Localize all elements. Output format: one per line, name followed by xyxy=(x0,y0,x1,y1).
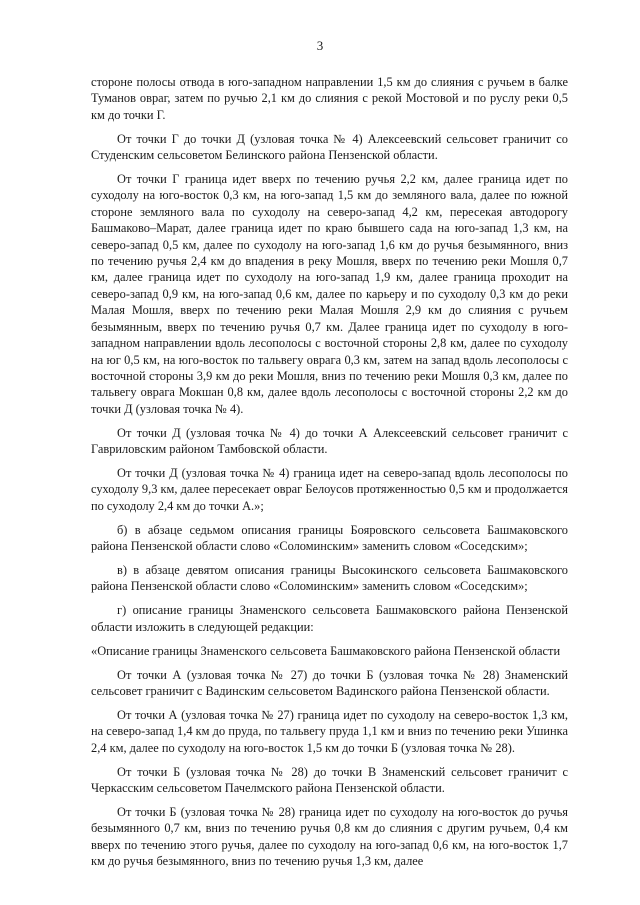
amendment-item-g: г) описание границы Знаменского сельсовета Башмаковского района Пензенской области изложить в следующей редакции: xyxy=(91,603,568,634)
amendment-item-b: б) в абзаце седьмом описания границы Бояровского сельсовета Башмаковского района Пензенской области слово «Соломинским» заменить словом «Соседским»; xyxy=(91,522,568,554)
page-number: 3 xyxy=(316,38,324,53)
paragraph: От точки Б (узловая точка № 28) до точки В Знаменский сельсовет граничит с Черкасским сельсоветом Пачелмского района Пензенской области. xyxy=(91,764,568,795)
paragraph: От точки Б (узловая точка № 28) граница идет по суходолу на юго-восток до ручья безымянного 0,7 км, вниз по течению ручья 0,8 км до слияния с другим ручьем, 0,4 км вверх по течению этого ручья, далее по суходолу на юго-запад 0,6 км, на юго-восток 1,7 км до ручья безымянного, вниз по течению ручья 1,3 км, далее xyxy=(91,804,568,869)
document-body xyxy=(91,74,568,877)
section-heading: «Описание границы Знаменского сельсовета Башмаковского района Пензенской области xyxy=(91,643,561,658)
paragraph: От точки Д (узловая точка № 4) до точки А Алексеевский сельсовет граничит с Гавриловским районом Тамбовской области. xyxy=(91,425,568,457)
paragraph-continuation: стороне полосы отвода в юго-западном направлении 1,5 км до слияния с ручьем в балке Туманов овраг, затем по ручью 2,1 км до слияния с рекой Мостовой и по руслу реки 0,5 км до точки Г. xyxy=(91,75,568,122)
paragraph: От точки А (узловая точка № 27) до точки Б (узловая точка № 28) Знаменский сельсовет граничит с Вадинским сельсоветом Вадинского района Пензенской области. xyxy=(91,667,568,698)
paragraph: От точки А (узловая точка № 27) граница идет по суходолу на северо-восток 1,3 км, на северо-запад 1,4 км до пруда, по тальвегу пруда 1,1 км и вниз по течению реки Ушинка 2,4 км, далее по суходолу на юго-восток 1,5 км до точки Б (узловая точка № 28). xyxy=(91,707,568,755)
paragraph: От точки Г граница идет вверх по течению ручья 2,2 км, далее граница идет по суходолу на юго-восток 0,3 км, на юго-запад 1,5 км до земляного вала, далее по южной стороне земляного вала по суходолу на северо-запад 4,2 км, пересекая автодорогу Башмаково–Марат, далее граница идет по краю бывшего сада на юго-запад 1,3 км, на северо-запад 0,5 км, далее по суходолу на юго-запад 1,6 км до ручья безымянного, вниз по течению ручья 2,4 км до впадения в реку Мошля, вверх по течению реки Мошля 0,7 км, далее граница идет по суходолу на юго-запад 1,9 км, далее граница проходит на северо-запад 0,9 км, на юго-запад 0,6 км, далее по карьеру и по суходолу 0,3 км до реки Малая Мошля, вверх по течению реки Малая Мошля 2,9 км до слияния с ручьем безымянным, вверх по течению ручья 0,7 км. Далее граница идет по суходолу в юго-западном направлении вдоль лесополосы с восточной стороны 2,8 км, далее по суходолу на юг 0,5 км, на юго-восток по тальвегу оврага 0,3 км, затем на запад вдоль лесополосы с восточной стороны 3,9 км до реки Мошля, вниз по течению реки Мошля 0,3 км, далее по тальвегу оврага Мокшан 0,8 км, далее вдоль лесополосы с восточной стороны 2,2 км до точки Д (узловая точка № 4). xyxy=(91,172,568,416)
paragraph: От точки Д (узловая точка № 4) граница идет на северо-запад вдоль лесополосы по суходолу 9,3 км, далее пересекает овраг Белоусов протяженностью 0,5 км и продолжается по суходолу 2,4 км до точки А.»; xyxy=(91,465,568,513)
amendment-item-v: в) в абзаце девятом описания границы Высокинского сельсовета Башмаковского района Пензенской области слово «Соломинским» заменить словом «Соседским»; xyxy=(91,562,568,594)
paragraph: От точки Г до точки Д (узловая точка № 4) Алексеевский сельсовет граничит со Студенским сельсоветом Белинского района Пензенской области. xyxy=(91,131,568,163)
